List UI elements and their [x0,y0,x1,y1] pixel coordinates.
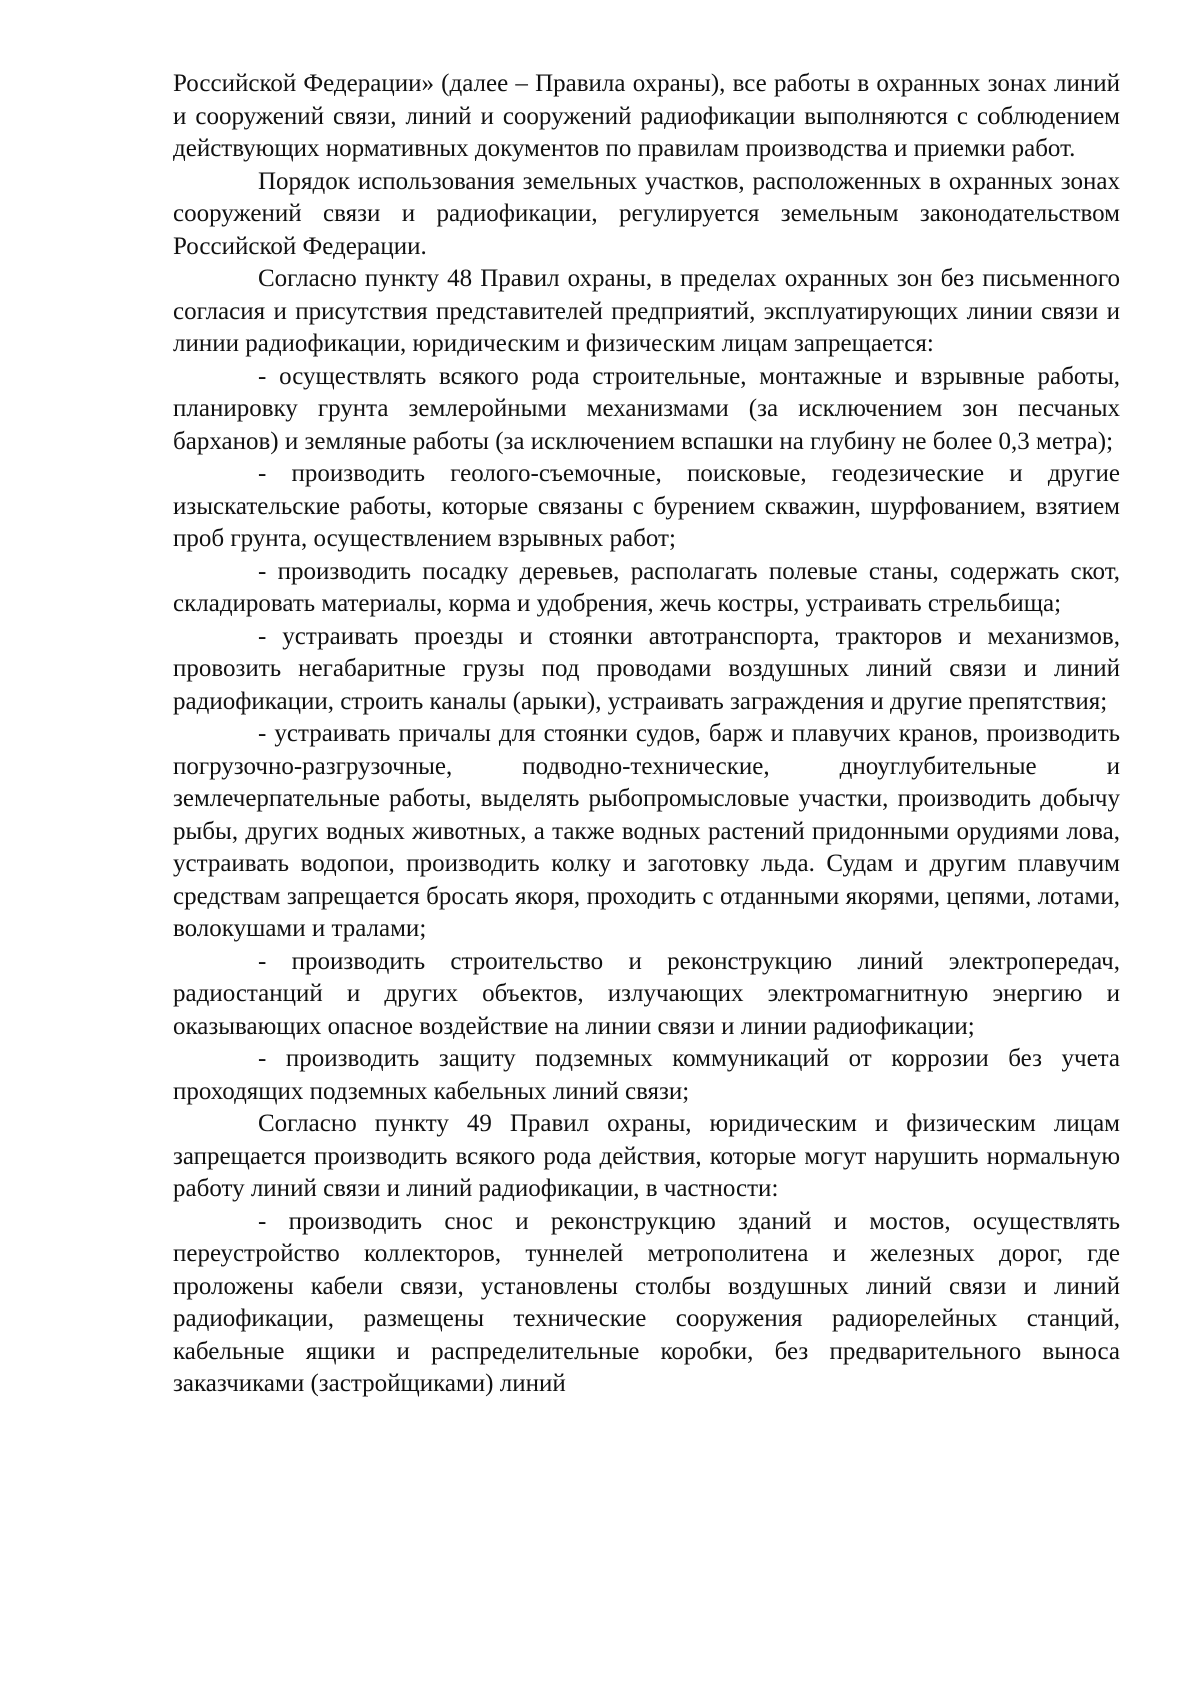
paragraph-point-48: Согласно пункту 48 Правил охраны, в пределах охранных зон без письменного согласия и присутствия представителей предприятий, эксплуатирующих линии связи и линии радиофикации, юридическим и физическим лицам запрещается: [173,265,1120,357]
document-page [173,68,1120,1401]
list-item: - устраивать причалы для стоянки судов, барж и плавучих кранов, производить погрузочно-разгрузочные, подводно-технические, дноуглубительные и землечерпательные работы, выделять рыбопромысловые участки, производить добычу рыбы, других водных животных, а также водных растений придонными орудиями лова, устраивать водопои, производить колку и заготовку льда. Судам и другим плавучим средствам запрещается бросать якоря, проходить с отданными якорями, цепями, лотами, волокушами и тралами; [173,720,1120,942]
paragraph-land-use: Порядок использования земельных участков, расположенных в охранных зонах сооружений связи и радиофикации, регулируется земельным законодательством Российской Федерации. [173,167,1120,260]
list-item: - производить геолого-съемочные, поисковые, геодезические и другие изыскательские работы, которые связаны с бурением скважин, шурфованием, взятием проб грунта, осуществлением взрывных работ; [173,460,1120,552]
list-item: - производить строительство и реконструкцию линий электропередач, радиостанций и других объектов, излучающих электромагнитную энергию и оказывающих опасное воздействие на линии связи и линии радиофикации; [173,947,1120,1040]
paragraph-intro: Российской Федерации» (далее – Правила охраны), все работы в охранных зонах линий и сооружений связи, линий и сооружений радиофикации выполняются с соблюдением действующих нормативных документов по правилам производства и приемки работ. [173,70,1120,162]
list-item: - производить посадку деревьев, располагать полевые станы, содержать скот, складировать материалы, корма и удобрения, жечь костры, устраивать стрельбища; [173,557,1120,617]
list-item: - осуществлять всякого рода строительные, монтажные и взрывные работы, планировку грунта землеройными механизмами (за исключением зон песчаных барханов) и земляные работы (за исключением вспашки на глубину не более 0,3 метра); [173,362,1120,455]
paragraph-point-49: Согласно пункту 49 Правил охраны, юридическим и физическим лицам запрещается производить всякого рода действия, которые могут нарушить нормальную работу линий связи и линий радиофикации, в частности: [173,1110,1120,1202]
list-item: - производить защиту подземных коммуникаций от коррозии без учета проходящих подземных кабельных линий связи; [173,1045,1120,1105]
list-item: - устраивать проезды и стоянки автотранспорта, тракторов и механизмов, провозить негабаритные грузы под проводами воздушных линий связи и линий радиофикации, строить каналы (арыки), устраивать заграждения и другие препятствия; [173,622,1120,715]
list-item: - производить снос и реконструкцию зданий и мостов, осуществлять переустройство коллекторов, туннелей метрополитена и железных дорог, где проложены кабели связи, установлены столбы воздушных линий связи и линий радиофикации, размещены технические сооружения радиорелейных станций, кабельные ящики и распределительные коробки, без предварительного выноса заказчиками (застройщиками) линий [173,1207,1120,1397]
